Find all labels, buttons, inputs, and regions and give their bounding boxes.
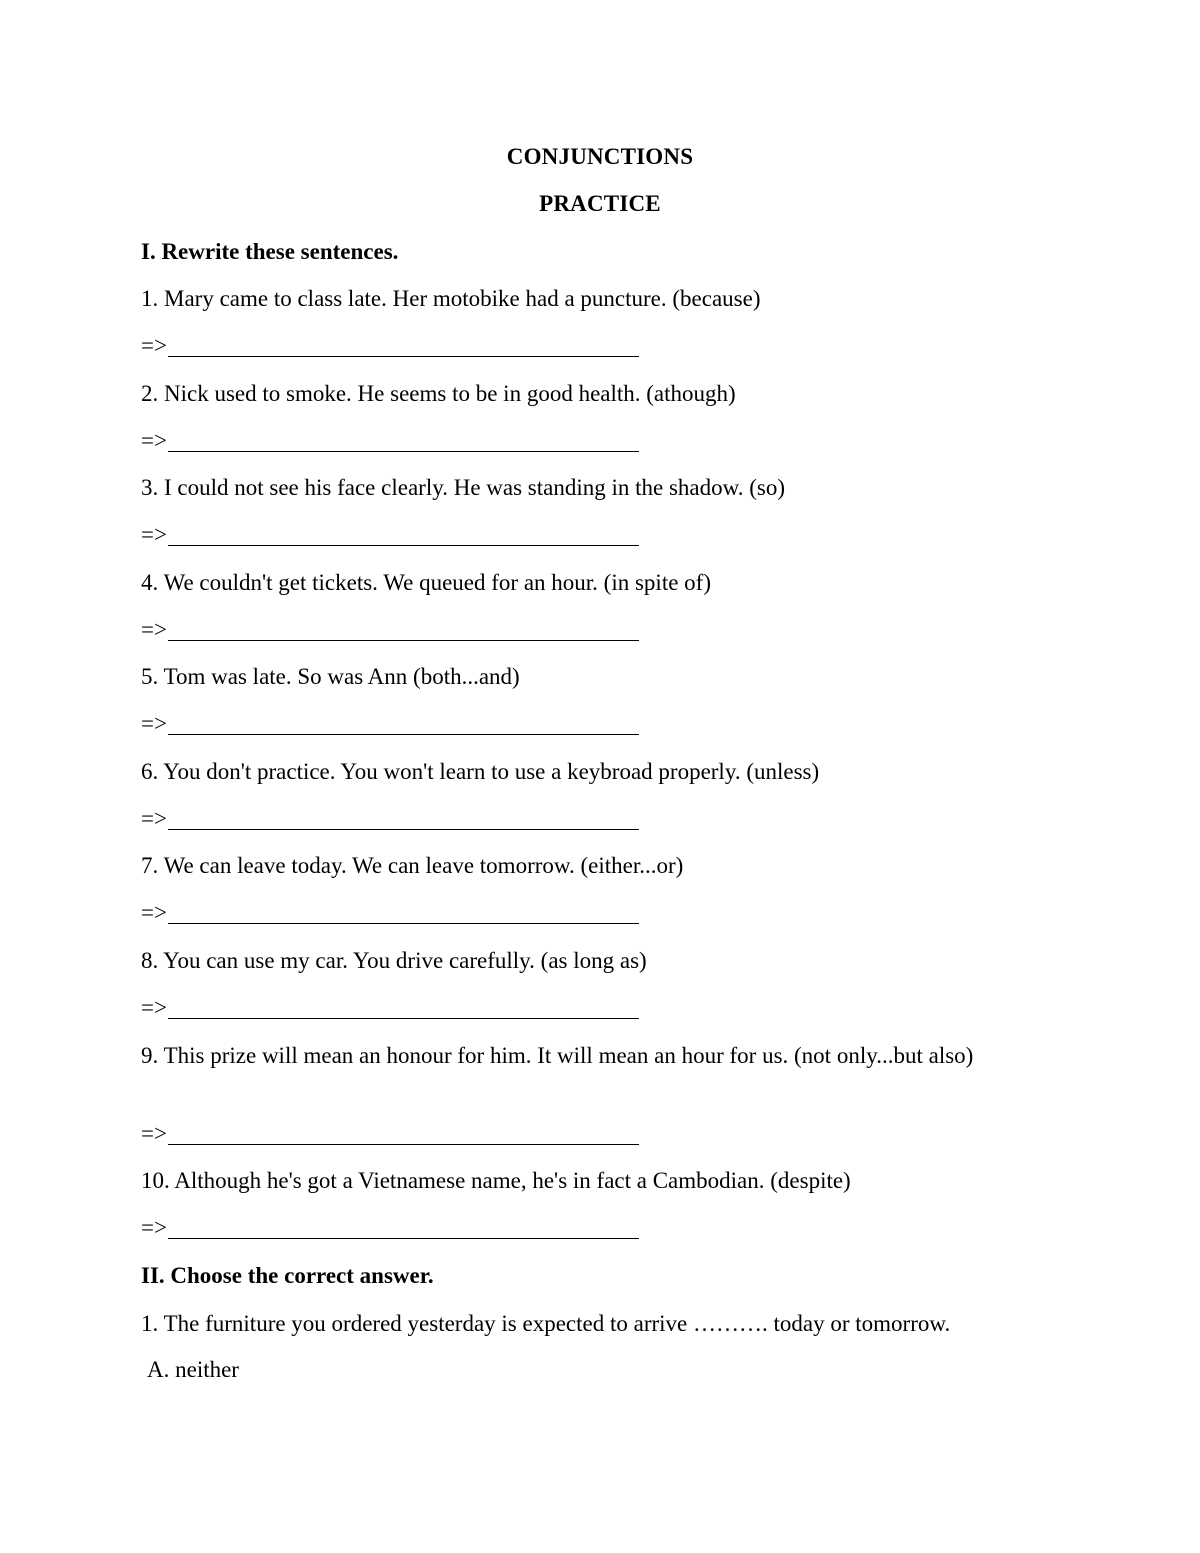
answer-line-2[interactable] [141, 427, 639, 455]
answer-blank[interactable] [168, 1142, 639, 1145]
answer-line-5[interactable] [141, 710, 639, 738]
question-8: 8. You can use my car. You drive carefully. (as long as) [141, 948, 647, 973]
answer-line-6[interactable] [141, 805, 639, 833]
answer-line-3[interactable] [141, 521, 639, 549]
answer-prefix: => [141, 995, 167, 1020]
answer-blank[interactable] [168, 921, 639, 924]
answer-line-9[interactable] [141, 1120, 639, 1148]
page-title: CONJUNCTIONS [506, 144, 694, 169]
answer-prefix: => [141, 1121, 167, 1146]
answer-prefix: => [141, 333, 167, 358]
question-10: 10. Although he's got a Vietnamese name, he's in fact a Cambodian. (despite) [141, 1168, 851, 1193]
mc-option-a[interactable]: A. neither [147, 1357, 239, 1382]
answer-blank[interactable] [168, 638, 639, 641]
question-4: 4. We couldn't get tickets. We queued for an hour. (in spite of) [141, 570, 711, 595]
answer-prefix: => [141, 711, 167, 736]
answer-prefix: => [141, 617, 167, 642]
answer-line-7[interactable] [141, 899, 639, 927]
answer-prefix: => [141, 900, 167, 925]
answer-blank[interactable] [168, 827, 639, 830]
answer-prefix: => [141, 428, 167, 453]
question-2: 2. Nick used to smoke. He seems to be in good health. (athough) [141, 381, 736, 406]
mc-question-1: 1. The furniture you ordered yesterday is expected to arrive ………. today or tomorrow. [141, 1311, 951, 1336]
answer-prefix: => [141, 1215, 167, 1240]
section-1-heading: I. Rewrite these sentences. [141, 239, 399, 264]
answer-line-8[interactable] [141, 994, 639, 1022]
answer-blank[interactable] [168, 732, 639, 735]
page-subtitle: PRACTICE [539, 191, 661, 216]
answer-prefix: => [141, 806, 167, 831]
answer-prefix: => [141, 522, 167, 547]
question-6: 6. You don't practice. You won't learn to use a keybroad properly. (unless) [141, 759, 820, 784]
answer-blank[interactable] [168, 543, 639, 546]
answer-blank[interactable] [168, 1016, 639, 1019]
answer-blank[interactable] [168, 354, 639, 357]
answer-line-4[interactable] [141, 616, 639, 644]
question-1: 1. Mary came to class late. Her motobike had a puncture. (because) [141, 286, 761, 311]
question-9: 9. This prize will mean an honour for him. It will mean an hour for us. (not only...but also) [141, 1043, 974, 1068]
answer-line-1[interactable] [141, 332, 639, 360]
section-2-heading: II. Choose the correct answer. [141, 1263, 434, 1288]
question-5: 5. Tom was late. So was Ann (both...and) [141, 664, 520, 689]
answer-line-10[interactable] [141, 1214, 639, 1242]
question-3: 3. I could not see his face clearly. He was standing in the shadow. (so) [141, 475, 786, 500]
answer-blank[interactable] [168, 449, 639, 452]
question-7: 7. We can leave today. We can leave tomorrow. (either...or) [141, 853, 684, 878]
answer-blank[interactable] [168, 1236, 639, 1239]
